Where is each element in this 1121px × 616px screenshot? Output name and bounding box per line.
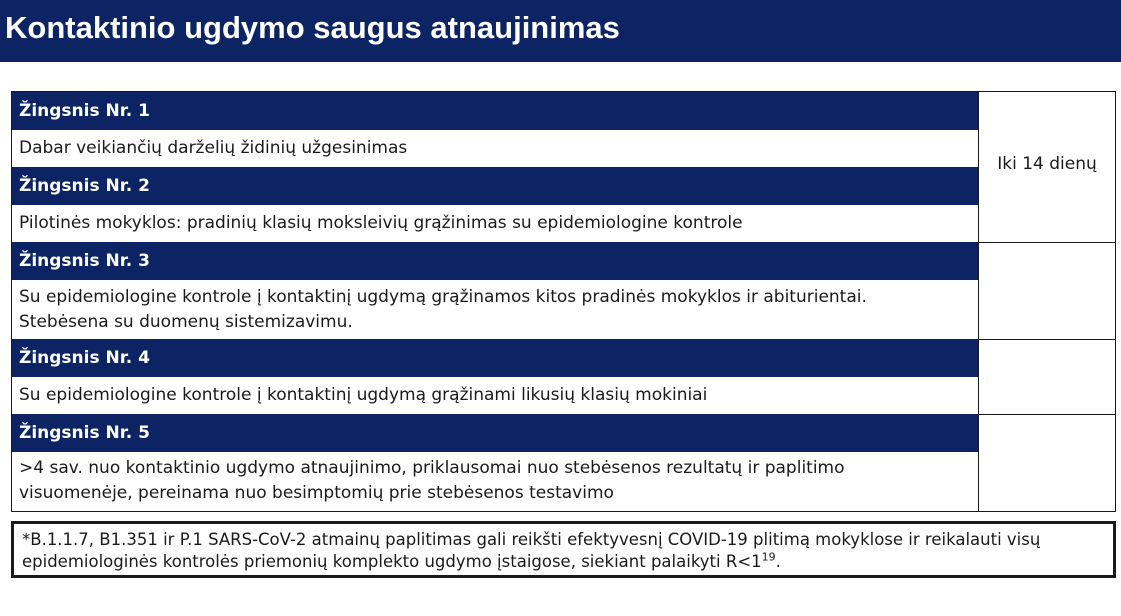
duration-label: Iki 14 dienų bbox=[997, 154, 1097, 174]
step-5-text-line-2: visuomenėje, pereinama nuo besimptomių prie stebėsenos testavimo bbox=[19, 483, 614, 503]
step-3-header: Žingsnis Nr. 3 bbox=[12, 242, 978, 280]
step-2-header: Žingsnis Nr. 2 bbox=[12, 167, 978, 205]
step-3-body bbox=[12, 280, 978, 340]
duration-cell bbox=[978, 92, 1115, 243]
step-5-text-line-1: >4 sav. nuo kontaktinio ugdymo atnaujinimo, priklausomai nuo stebėsenos rezultatų ir paplitimo bbox=[19, 458, 845, 478]
footnote-box bbox=[11, 521, 1116, 578]
step-2-text-line-1: Pilotinės mokyklos: pradinių klasių moksleivių grąžinimas su epidemiologine kontrole bbox=[19, 213, 743, 233]
step-1-text-line-1: Dabar veikiančių darželių židinių užgesinimas bbox=[19, 138, 408, 158]
step-2-body bbox=[12, 205, 978, 243]
step-4-body bbox=[12, 377, 978, 415]
step-3-text-line-2: Stebėsena su duomenų sistemizavimu. bbox=[19, 312, 353, 332]
step-3-text-line-1: Su epidemiologine kontrole į kontaktinį ugdymą grąžinamos kitos pradinės mokyklos ir abiturientai. bbox=[19, 287, 867, 307]
step-1-header: Žingsnis Nr. 1 bbox=[12, 92, 978, 130]
footnote-tail: . bbox=[775, 552, 781, 571]
step-4-header: Žingsnis Nr. 4 bbox=[12, 339, 978, 377]
duration-cell-empty-4 bbox=[978, 339, 1115, 415]
steps-table bbox=[11, 91, 1116, 512]
step-4-text-line-1: Su epidemiologine kontrole į kontaktinį ugdymą grąžinami likusių klasių mokiniai bbox=[19, 385, 708, 405]
step-5-header: Žingsnis Nr. 5 bbox=[12, 414, 978, 452]
step-5-body bbox=[12, 452, 978, 511]
title-bar bbox=[0, 0, 1121, 62]
duration-cell-empty-5 bbox=[978, 414, 1115, 511]
footnote-reference: 19 bbox=[761, 550, 776, 564]
duration-cell-empty-3 bbox=[978, 242, 1115, 340]
page-title: Kontaktinio ugdymo saugus atnaujinimas bbox=[5, 10, 620, 45]
footnote-text: *B.1.1.7, B1.351 ir P.1 SARS-CoV-2 atmainų paplitimas gali reikšti efektyvesnį COVID-19 plitimą mokyklose ir reikalauti visų epidemiologinės kontrolės priemonių komplekto ugdymo įstaigose, siekiant palaikyti R<1 bbox=[22, 530, 1041, 571]
step-1-body bbox=[12, 130, 978, 168]
